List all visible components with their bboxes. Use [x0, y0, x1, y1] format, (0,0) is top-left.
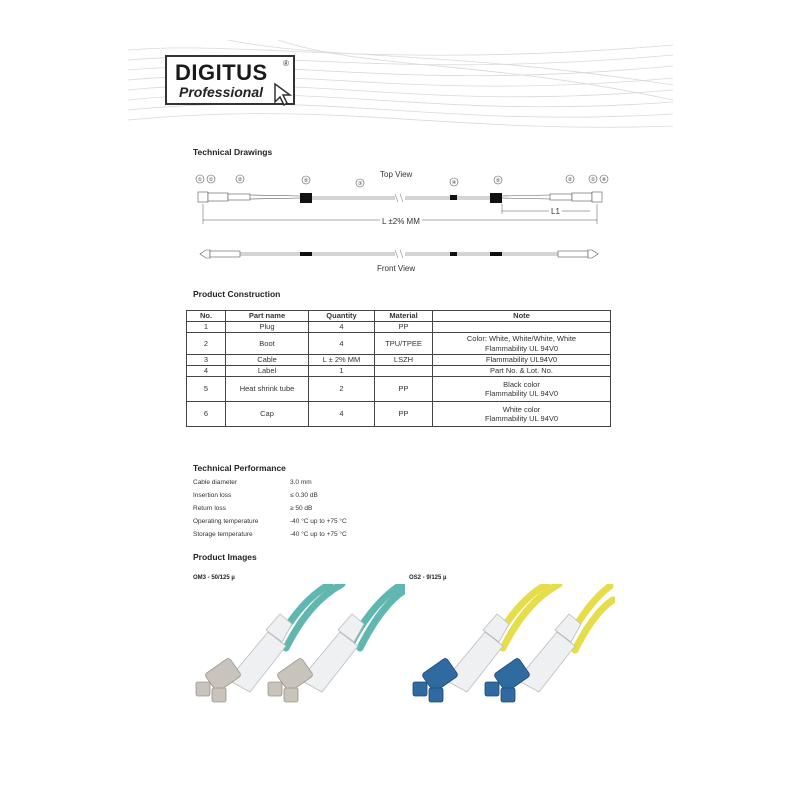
callout-1b: ① [208, 177, 214, 183]
performance-list [193, 479, 347, 544]
callout-5b: ⑤ [495, 178, 501, 184]
callout-2b: ② [567, 177, 573, 183]
performance-row [193, 492, 347, 505]
table-row [187, 366, 611, 377]
header-no: No. [187, 311, 226, 322]
cell-note: Black color Flammability UL 94V0 [433, 377, 611, 402]
cell-no: 1 [187, 322, 226, 333]
table-row [187, 322, 611, 333]
callout-6: ⑥ [601, 177, 607, 183]
cell-part: Plug [226, 322, 309, 333]
cell-part: Boot [226, 333, 309, 355]
cell-part: Cable [226, 355, 309, 366]
cell-part: Cap [226, 402, 309, 427]
cursor-icon [272, 82, 298, 108]
front-view-label: Front View [377, 264, 416, 273]
cell-qty: 4 [309, 402, 375, 427]
performance-value: -40 °C up to +75 °C [290, 531, 347, 538]
table-header-row [187, 311, 611, 322]
table-row [187, 355, 611, 366]
table-row [187, 402, 611, 427]
callout-3: ③ [357, 181, 363, 187]
performance-value: -40 °C up to +75 °C [290, 518, 347, 525]
header-note: Note [433, 311, 611, 322]
cell-qty: 1 [309, 366, 375, 377]
performance-value: ≤ 0.30 dB [290, 492, 318, 499]
om3-label: OM3 - 50/125 µ [193, 575, 235, 581]
cell-no: 4 [187, 366, 226, 377]
cell-note: Flammability UL94V0 [433, 355, 611, 366]
l1-label: L1 [551, 207, 560, 216]
cell-material [375, 366, 433, 377]
cell-no: 6 [187, 402, 226, 427]
callout-4: ④ [451, 180, 457, 186]
performance-row [193, 518, 347, 531]
product-construction-table [186, 310, 611, 427]
cell-material: PP [375, 402, 433, 427]
performance-label: Operating temperature [193, 518, 259, 525]
header-material: Material [375, 311, 433, 322]
cell-part: Heat shrink tube [226, 377, 309, 402]
cell-material: TPU/TPEE [375, 333, 433, 355]
top-view-label: Top View [380, 170, 413, 179]
cell-qty: 4 [309, 333, 375, 355]
performance-label: Cable diameter [193, 479, 238, 486]
header-quantity: Quantity [309, 311, 375, 322]
cell-no: 3 [187, 355, 226, 366]
performance-row [193, 479, 347, 492]
cell-qty: L ± 2% MM [309, 355, 375, 366]
cell-qty: 4 [309, 322, 375, 333]
registered-mark: ® [283, 59, 289, 68]
cell-qty: 2 [309, 377, 375, 402]
cell-note: Part No. & Lot. No. [433, 366, 611, 377]
cell-note: Color: White, White/White, White Flammability UL 94V0 [433, 333, 611, 355]
technical-performance-title: Technical Performance [193, 463, 286, 473]
product-images-title: Product Images [193, 552, 257, 562]
brand-tagline: Professional [179, 84, 264, 100]
performance-row [193, 531, 347, 544]
technical-drawings-title: Technical Drawings [193, 147, 273, 157]
performance-value: ≥ 50 dB [290, 505, 313, 512]
cell-material: LSZH [375, 355, 433, 366]
os2-label: OS2 - 9/125 µ [409, 575, 447, 581]
cell-part: Label [226, 366, 309, 377]
performance-value: 3.0 mm [290, 479, 312, 486]
callout-2a: ② [237, 177, 243, 183]
table-row [187, 377, 611, 402]
callout-1a: ① [197, 177, 203, 183]
callout-5a: ⑤ [303, 178, 309, 184]
brand-name: DIGITUS [175, 60, 268, 85]
product-construction-title: Product Construction [193, 289, 281, 299]
performance-label: Return loss [193, 505, 226, 512]
performance-label: Storage temperature [193, 531, 253, 538]
length-label: L ±2% MM [382, 217, 420, 226]
cell-no: 5 [187, 377, 226, 402]
performance-row [193, 505, 347, 518]
header-part-name: Part name [226, 311, 309, 322]
os2-patch-cable-image [405, 584, 615, 704]
cell-no: 2 [187, 333, 226, 355]
cell-material: PP [375, 322, 433, 333]
callout-1c: ① [590, 177, 596, 183]
performance-label: Insertion loss [193, 492, 232, 499]
cell-note [433, 322, 611, 333]
om3-patch-cable-image [190, 584, 405, 704]
cell-note: White color Flammability UL 94V0 [433, 402, 611, 427]
cell-material: PP [375, 377, 433, 402]
table-row [187, 333, 611, 355]
